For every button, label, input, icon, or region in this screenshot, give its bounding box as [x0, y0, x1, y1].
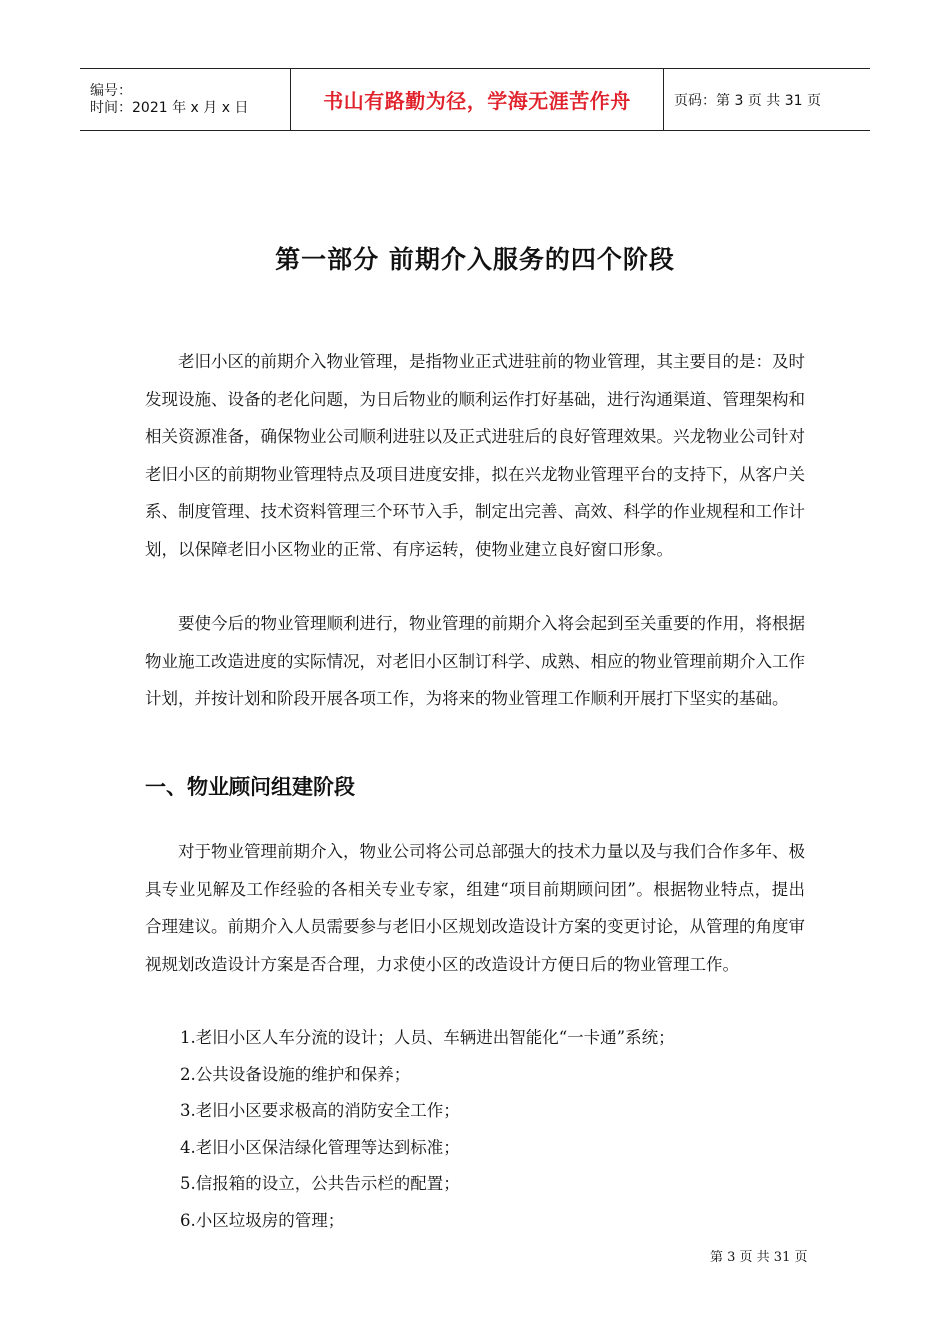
page-footer: 第 3 页 共 31 页 — [710, 1250, 808, 1265]
document-title: 第一部分 前期介入服务的四个阶段 — [275, 245, 675, 274]
list-item: 5.信报箱的设立，公共告示栏的配置； — [180, 1174, 460, 1193]
list-item: 6.小区垃圾房的管理； — [180, 1210, 345, 1230]
list-item: 2.公共设备设施的维护和保养； — [180, 1064, 411, 1084]
list-item: 4.老旧小区保洁绿化管理等达到标准； — [180, 1137, 460, 1157]
list-item: 1.老旧小区人车分流的设计；人员、车辆进出智能化“一卡通”系统； — [180, 1028, 675, 1047]
motto-text: 书山有路勤为径，学海无涯苦作舟 — [323, 89, 631, 113]
list-item: 3.老旧小区要求极高的消防安全工作； — [180, 1101, 460, 1120]
section-heading: 一、物业顾问组建阶段 — [145, 775, 355, 799]
number-label: 编号： — [90, 82, 132, 99]
page-code-text: 页码：第 3 页 共 31 页 — [674, 92, 821, 109]
header-motto-cell — [290, 69, 664, 130]
intro-paragraph-2: 要使今后的物业管理顺利进行，物业管理的前期介入将会起到至关重要的作用，将根据物业施工改造进度的实际情况，对老旧小区制订科学、成熟、相应的物业管理前期介入工作计划，并按计划和阶段开展各项工作，为将来的物业管理工作顺利开展打下坚实的基础。 — [145, 614, 805, 708]
header-page-code — [664, 69, 821, 130]
intro-paragraph-1: 老旧小区的前期介入物业管理，是指物业正式进驻前的物业管理，其主要目的是：及时发现设施、设备的老化问题，为日后物业的顺利运作打好基础，进行沟通渠道、管理架构和相关资源准备，确保物业公司顺利进驻以及正式进驻后的良好管理效果。兴龙物业公司针对老旧小区的前期物业管理特点及项目进度安排，拟在兴龙物业管理平台的支持下，从客户关系、制度管理、技术资料管理三个环节入手，制定出完善、高效、科学的作业规程和工作计划，以保障老旧小区物业的正常、有序运转，使物业建立良好窗口形象。 — [145, 352, 805, 559]
time-label: 时间：2021 年 x 月 x 日 — [90, 99, 249, 116]
section-paragraph: 对于物业管理前期介入，物业公司将公司总部强大的技术力量以及与我们合作多年、极具专业见解及工作经验的各相关专业专家，组建“项目前期顾问团”。根据物业特点，提出合理建议。前期介入人员需要参与老旧小区规划改造设计方案的变更讨论，从管理的角度审视规划改造设计方案是否合理，力求使小区的改造设计方便日后的物业管理工作。 — [145, 842, 805, 974]
page-header — [80, 68, 870, 131]
header-meta — [80, 69, 290, 130]
requirements-list — [180, 1020, 675, 1239]
